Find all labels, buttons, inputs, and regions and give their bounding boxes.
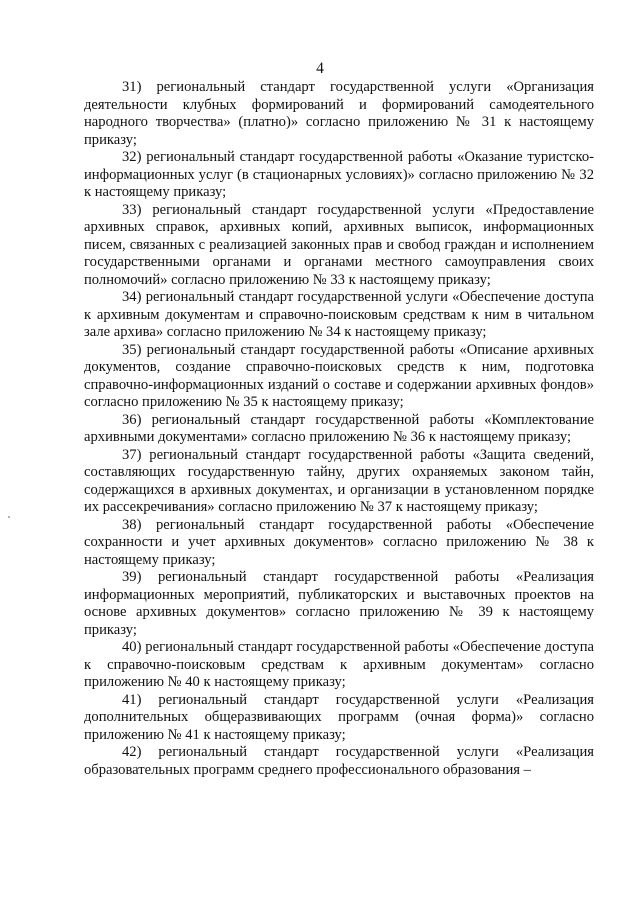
list-item-41: 41) региональный стандарт государственной услуги «Реализация дополнительных общеразвивающих программ (очная форма)» согласно приложению № 41 к настоящему приказу; [84, 691, 594, 743]
list-item-31: 31) региональный стандарт государственной услуги «Организация деятельности клубных формирований и формирований самодеятельного народного творчества» (платно)» согласно приложению № 31 к настоящему приказу; [84, 79, 594, 148]
body-text [84, 79, 594, 779]
list-item-36: 36) региональный стандарт государственной работы «Комплектование архивными документами» согласно приложению № 36 к настоящему приказу; [84, 411, 594, 445]
page-number: 4 [316, 60, 324, 77]
list-item-32: 32) региональный стандарт государственной работы «Оказание туристско-информационных услуг (в стационарных условиях)» согласно приложению № 32 к настоящему приказу; [84, 149, 594, 200]
list-item-40: 40) региональный стандарт государственной работы «Обеспечение доступа к справочно-поисковым средствам к архивным документам» согласно приложению № 40 к настоящему приказу; [84, 639, 594, 690]
scan-speck [8, 516, 10, 518]
list-item-37: 37) региональный стандарт государственной работы «Защита сведений, составляющих государственную тайну, других охраняемых законом тайн, содержащихся в архивных документах, и организации в установленном порядке их рассекречивания» согласно приложению № 37 к настоящему приказу; [84, 446, 594, 515]
list-item-38: 38) региональный стандарт государственной работы «Обеспечение сохранности и учет архивных документов» согласно приложению № 38 к настоящему приказу; [84, 516, 594, 568]
list-item-35: 35) региональный стандарт государственной работы «Описание архивных документов, создание справочно-поисковых средств к ним, подготовка справочно-информационных изданий о составе и содержании архивных фондов» согласно приложению № 35 к настоящему приказу; [84, 341, 594, 410]
list-item-34: 34) региональный стандарт государственной услуги «Обеспечение доступа к архивным документам и справочно-поисковым средствам к ним в читальном зале архива» согласно приложению № 34 к настоящему приказу; [84, 289, 594, 340]
list-item-39: 39) региональный стандарт государственной работы «Реализация информационных мероприятий, публикаторских и выставочных проектов на основе архивных документов» согласно приложению № 39 к настоящему приказу; [84, 569, 594, 638]
list-item-33: 33) региональный стандарт государственной услуги «Предоставление архивных справок, архивных копий, архивных выписок, информационных писем, связанных с реализацией законных прав и свобод граждан и исполнением государственными органами и органами местного самоуправления своих полномочий» согласно приложению № 33 к настоящему приказу; [84, 201, 594, 288]
list-item-42: 42) региональный стандарт государственной услуги «Реализация образовательных программ среднего профессионального образования – [84, 744, 594, 778]
